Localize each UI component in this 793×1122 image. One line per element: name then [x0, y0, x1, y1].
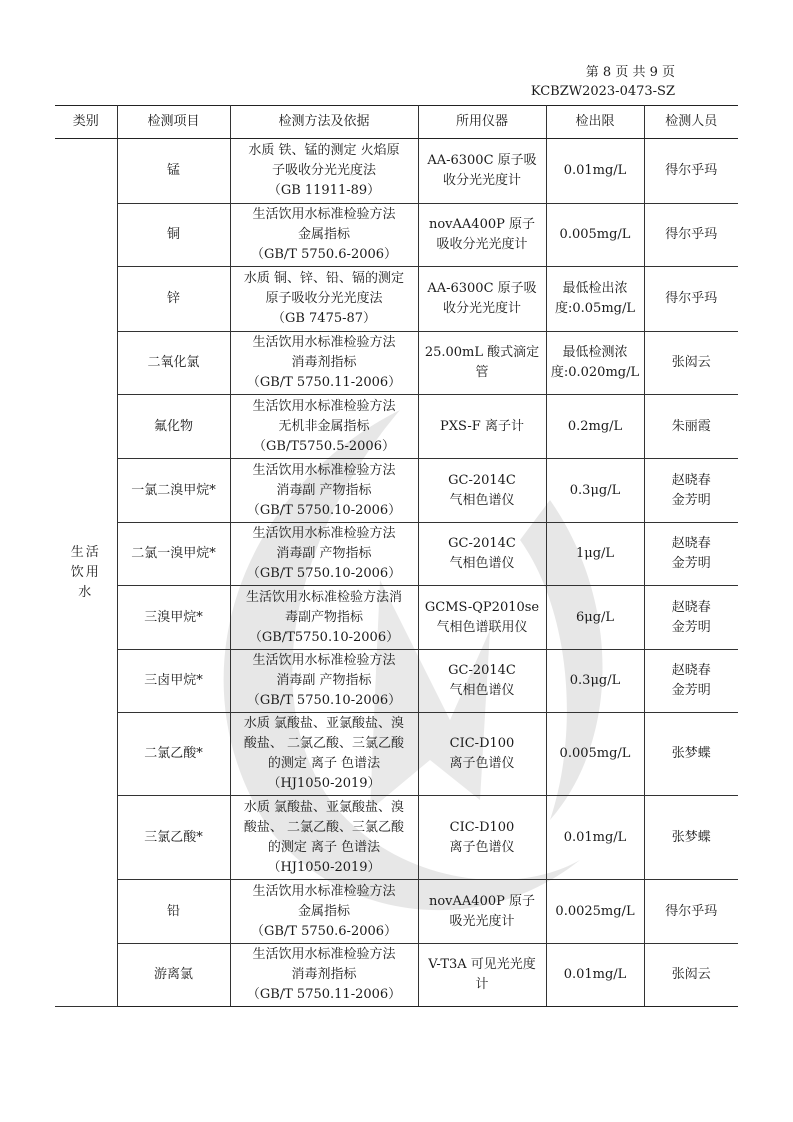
detection-limit-cell-line: 0.01mg/L	[563, 163, 627, 178]
instrument-cell-line: 气相色谱联用仪	[436, 619, 528, 635]
instrument-cell-line: PXS-F 离子计	[440, 418, 524, 434]
method-cell-line: 生活饮用水标准检验方法	[252, 207, 396, 222]
column-header: 检测方法及依据	[230, 106, 418, 139]
method-cell-line: 生活饮用水标准检验方法	[252, 462, 396, 478]
method-cell-line: 水质 铁、锰的测定 火焰原	[248, 143, 400, 158]
instrument-cell	[418, 204, 546, 267]
method-cell-line: 水质 铜、锌、铅、镉的测定	[243, 271, 405, 286]
method-cell-line: 的测定 离子 色谱法	[267, 839, 381, 855]
staff-cell	[644, 880, 738, 944]
table-header-row	[55, 106, 738, 139]
staff-cell-line: 朱丽霞	[671, 418, 711, 434]
test-methods-table	[55, 105, 738, 1007]
method-cell	[230, 332, 418, 395]
instrument-cell	[418, 523, 546, 586]
test-item-cell: 二氧化氯	[117, 332, 230, 395]
detection-limit-cell	[546, 332, 644, 395]
staff-cell-line: 得尔乎玛	[665, 163, 718, 178]
method-cell	[230, 650, 418, 713]
detection-limit-cell-line: 0.01mg/L	[563, 967, 627, 982]
detection-limit-cell	[546, 267, 644, 332]
instrument-cell	[418, 944, 546, 1007]
test-item-cell: 二氯一溴甲烷*	[117, 523, 230, 586]
staff-cell-line: 张闳云	[671, 967, 711, 982]
method-cell-line: 酸盐、 二氯乙酸、三氯乙酸	[243, 819, 405, 835]
table-row	[55, 139, 738, 204]
staff-cell	[644, 523, 738, 586]
detection-limit-cell	[546, 586, 644, 650]
instrument-cell-line: GC-2014C	[448, 536, 516, 551]
test-item-cell: 锰	[117, 139, 230, 204]
detection-limit-cell-line: 度:0.020mg/L	[550, 365, 640, 380]
method-cell-line: 原子吸收分光光度法	[265, 291, 383, 306]
detection-limit-cell-line: 0.3μg/L	[569, 482, 621, 498]
page-number: 第 8 页 共 9 页	[585, 65, 675, 80]
detection-limit-cell	[546, 523, 644, 586]
method-cell-line: 的测定 离子 色谱法	[267, 756, 381, 771]
method-cell	[230, 204, 418, 267]
column-header: 所用仪器	[418, 106, 546, 139]
staff-cell	[644, 204, 738, 267]
staff-cell-line: 金芳明	[671, 619, 711, 635]
test-item-cell: 二氯乙酸*	[117, 713, 230, 796]
method-cell-line: 生活饮用水标准检验方法	[252, 526, 396, 541]
method-cell-line: 金属指标	[297, 227, 350, 242]
detection-limit-cell	[546, 395, 644, 459]
staff-cell-line: 金芳明	[671, 492, 711, 508]
column-header: 检测人员	[644, 106, 738, 139]
instrument-cell-line: 收分光光度计	[442, 301, 521, 316]
test-item-cell: 氟化物	[117, 395, 230, 459]
staff-cell-line: 得尔乎玛	[665, 291, 718, 306]
staff-cell-line: 赵晓春	[671, 536, 711, 551]
method-cell-line: 生活饮用水标准检验方法	[252, 947, 396, 962]
method-cell-line: 生活饮用水标准检验方法	[252, 653, 396, 668]
staff-cell	[644, 944, 738, 1007]
method-cell-line: （GB 11911-89）	[267, 183, 381, 198]
staff-cell-line: 张梦蝶	[671, 829, 711, 845]
table-row	[55, 267, 738, 332]
detection-limit-cell	[546, 944, 644, 1007]
detection-limit-cell	[546, 796, 644, 880]
staff-cell-line: 金芳明	[671, 683, 711, 698]
instrument-cell	[418, 267, 546, 332]
method-cell	[230, 880, 418, 944]
method-cell-line: 消毒剂指标	[291, 967, 357, 982]
instrument-cell-line: 吸收分光光度计	[436, 237, 528, 252]
test-item-cell: 铅	[117, 880, 230, 944]
method-cell	[230, 459, 418, 523]
table-row	[55, 650, 738, 713]
instrument-cell-line: V-T3A 可见光光度	[428, 957, 536, 972]
table-row	[55, 796, 738, 880]
staff-cell-line: 得尔乎玛	[665, 903, 718, 919]
instrument-cell-line: GC-2014C	[448, 663, 516, 678]
detection-limit-cell-line: 0.005mg/L	[559, 746, 631, 761]
instrument-cell	[418, 713, 546, 796]
instrument-cell-line: CIC-D100	[449, 819, 515, 835]
instrument-cell-line: 25.00mL 酸式滴定	[424, 345, 540, 360]
test-item-cell: 三氯乙酸*	[117, 796, 230, 880]
method-cell	[230, 267, 418, 332]
method-cell-line: 消毒副 产物指标	[276, 673, 372, 688]
detection-limit-cell-line: 0.01mg/L	[563, 829, 627, 845]
staff-cell	[644, 267, 738, 332]
test-item-cell: 锌	[117, 267, 230, 332]
staff-cell	[644, 395, 738, 459]
instrument-cell	[418, 796, 546, 880]
method-cell-line: （HJ1050-2019）	[267, 776, 381, 791]
instrument-cell-line: novAA400P 原子	[428, 893, 535, 909]
test-item-cell: 一氯二溴甲烷*	[117, 459, 230, 523]
method-cell-line: 子吸收分光光度法	[271, 163, 376, 178]
table-row	[55, 523, 738, 586]
detection-limit-cell-line: 最低检测浓	[562, 345, 628, 360]
method-cell	[230, 713, 418, 796]
detection-limit-cell-line: 0.3μg/L	[569, 673, 621, 688]
detection-limit-cell	[546, 204, 644, 267]
category-cell: 生活饮用水	[55, 139, 117, 1007]
instrument-cell-line: 吸光光度计	[449, 913, 515, 929]
method-cell	[230, 523, 418, 586]
method-cell	[230, 395, 418, 459]
instrument-cell-line: CIC-D100	[449, 736, 515, 751]
staff-cell	[644, 796, 738, 880]
staff-cell	[644, 586, 738, 650]
staff-cell	[644, 713, 738, 796]
method-cell-line: 无机非金属指标	[278, 418, 370, 434]
detection-limit-cell	[546, 459, 644, 523]
column-header: 检测项目	[117, 106, 230, 139]
detection-limit-cell-line: 0.0025mg/L	[555, 903, 635, 919]
method-cell-line: 消毒副 产物指标	[276, 482, 372, 498]
detection-limit-cell	[546, 713, 644, 796]
detection-limit-cell	[546, 880, 644, 944]
detection-limit-cell-line: 度:0.05mg/L	[555, 301, 635, 316]
method-cell-line: （GB/T 5750.6-2006）	[250, 923, 398, 939]
instrument-cell-line: novAA400P 原子	[428, 217, 535, 232]
table-row	[55, 713, 738, 796]
detection-limit-cell-line: 6μg/L	[575, 609, 615, 625]
detection-limit-cell	[546, 139, 644, 204]
instrument-cell-line: 计	[475, 977, 489, 992]
instrument-cell	[418, 395, 546, 459]
staff-cell-line: 赵晓春	[671, 472, 711, 488]
staff-cell	[644, 139, 738, 204]
table-row	[55, 332, 738, 395]
table-row	[55, 586, 738, 650]
column-header: 类别	[55, 106, 117, 139]
method-cell	[230, 944, 418, 1007]
instrument-cell	[418, 139, 546, 204]
method-cell-line: （GB/T 5750.11-2006）	[246, 987, 402, 1002]
method-cell-line: （GB/T 5750.11-2006）	[246, 375, 402, 390]
instrument-cell-line: 气相色谱仪	[449, 492, 515, 508]
instrument-cell-line: AA-6300C 原子吸	[427, 281, 537, 296]
method-cell-line: 金属指标	[297, 903, 350, 919]
staff-cell	[644, 459, 738, 523]
staff-cell-line: 赵晓春	[671, 599, 711, 615]
method-cell-line: （GB/T 5750.10-2006）	[246, 566, 402, 581]
detection-limit-cell-line: 0.005mg/L	[559, 227, 631, 242]
staff-cell-line: 张闳云	[671, 355, 711, 370]
method-cell-line: （GB/T5750.10-2006）	[248, 629, 400, 645]
method-cell	[230, 796, 418, 880]
instrument-cell-line: 离子色谱仪	[449, 756, 515, 771]
method-cell-line: 水质 氯酸盐、亚氯酸盐、溴	[243, 716, 405, 731]
method-cell-line: （GB/T 5750.10-2006）	[246, 502, 402, 518]
instrument-cell-line: GCMS-QP2010se	[424, 599, 540, 615]
method-cell-line: 消毒副 产物指标	[276, 546, 372, 561]
instrument-cell	[418, 332, 546, 395]
staff-cell	[644, 650, 738, 713]
instrument-cell	[418, 650, 546, 713]
test-item-cell: 三溴甲烷*	[117, 586, 230, 650]
method-cell-line: （GB/T 5750.10-2006）	[246, 693, 402, 708]
method-cell	[230, 139, 418, 204]
report-code: KCBZW2023-0473-SZ	[530, 84, 675, 99]
instrument-cell-line: 收分光光度计	[442, 173, 521, 188]
instrument-cell	[418, 586, 546, 650]
method-cell-line: 消毒剂指标	[291, 355, 357, 370]
method-cell-line: 生活饮用水标准检验方法	[252, 883, 396, 899]
method-cell	[230, 586, 418, 650]
staff-cell-line: 金芳明	[671, 556, 711, 571]
staff-cell-line: 张梦蝶	[671, 746, 711, 761]
instrument-cell-line: 管	[475, 365, 489, 380]
method-cell-line: 酸盐、 二氯乙酸、三氯乙酸	[243, 736, 405, 751]
method-cell-line: 生活饮用水标准检验方法	[252, 335, 396, 350]
table-row	[55, 944, 738, 1007]
detection-limit-cell-line: 1μg/L	[575, 546, 615, 561]
instrument-cell-line: GC-2014C	[448, 472, 516, 488]
method-cell-line: （GB 7475-87）	[271, 311, 377, 326]
staff-cell-line: 赵晓春	[671, 663, 711, 678]
method-cell-line: （GB/T5750.5-2006）	[253, 438, 395, 454]
column-header: 检出限	[546, 106, 644, 139]
method-cell-line: 水质 氯酸盐、亚氯酸盐、溴	[243, 799, 405, 815]
table-row	[55, 204, 738, 267]
table-row	[55, 880, 738, 944]
method-cell-line: 生活饮用水标准检验方法消	[245, 589, 402, 605]
detection-limit-cell	[546, 650, 644, 713]
staff-cell-line: 得尔乎玛	[665, 227, 718, 242]
instrument-cell	[418, 459, 546, 523]
test-item-cell: 游离氯	[117, 944, 230, 1007]
instrument-cell-line: 气相色谱仪	[449, 683, 515, 698]
method-cell-line: 生活饮用水标准检验方法	[252, 398, 396, 414]
table-row	[55, 395, 738, 459]
method-cell-line: （HJ1050-2019）	[267, 859, 381, 875]
detection-limit-cell-line: 最低检出浓	[562, 281, 628, 296]
instrument-cell-line: 气相色谱仪	[449, 556, 515, 571]
table-row	[55, 459, 738, 523]
instrument-cell-line: 离子色谱仪	[449, 839, 515, 855]
method-cell-line: （GB/T 5750.6-2006）	[250, 247, 398, 262]
test-item-cell: 铜	[117, 204, 230, 267]
instrument-cell	[418, 880, 546, 944]
test-item-cell: 三卤甲烷*	[117, 650, 230, 713]
instrument-cell-line: AA-6300C 原子吸	[427, 153, 537, 168]
method-cell-line: 毒副产物指标	[284, 609, 363, 625]
detection-limit-cell-line: 0.2mg/L	[567, 418, 623, 434]
staff-cell	[644, 332, 738, 395]
